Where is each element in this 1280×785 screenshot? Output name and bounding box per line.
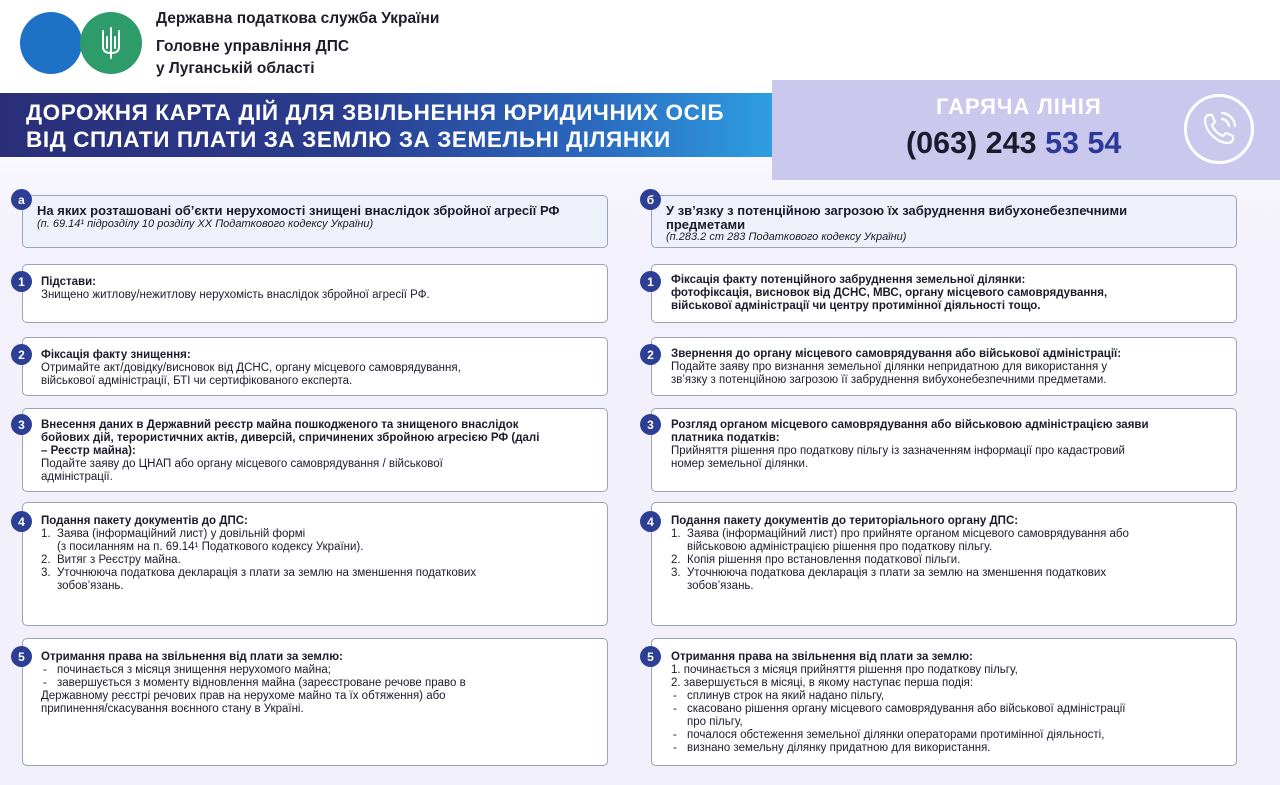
trident-emblem <box>80 12 142 74</box>
title-line-1: ДОРОЖНЯ КАРТА ДІЙ ДЛЯ ЗВІЛЬНЕННЯ ЮРИДИЧНИХ ОСІБ <box>26 100 725 125</box>
left-step-2-text-1: Отримайте акт/довідку/висновок від ДСНС, органу місцевого самоврядування, <box>41 362 461 374</box>
right-step-2-text-2: зв’язку з потенційною загрозою її забруднення вибухонебезпечними предметами. <box>671 374 1107 386</box>
list-text: Заява (інформаційний лист) у довільній формі <box>57 528 306 540</box>
list-item <box>671 554 1231 567</box>
left-step-2 <box>22 337 608 396</box>
trident-icon <box>100 27 122 59</box>
left-step-5-badge: 5 <box>11 646 32 667</box>
left-head-title: На яких розташовані об’єкти нерухомості знищені внаслідок збройної агресії РФ <box>37 203 560 218</box>
phone-suffix: 53 54 <box>1045 126 1122 160</box>
title-banner <box>0 93 772 157</box>
left-step-2-title: Фіксація факту знищення: <box>41 349 191 361</box>
list-item: - сплинув строк на який надано пільгу, <box>673 690 885 702</box>
list-item: - почалося обстеження земельної ділянки операторами протимінної діяльності, <box>673 729 1105 741</box>
organization-name <box>156 8 439 80</box>
right-step-3-text-2: номер земельної ділянки. <box>671 458 809 470</box>
list-num: 3. <box>41 567 51 579</box>
list-text: припинення/скасування воєнного стану в Україні. <box>41 703 304 715</box>
hotline-title: ГАРЯЧА ЛІНІЯ <box>936 94 1102 119</box>
list-item <box>41 554 601 567</box>
list-text: сплинув строк на який надано пільгу, <box>687 690 885 702</box>
list-item <box>671 716 1231 729</box>
list-item <box>671 567 1231 580</box>
right-step-3-title-2: платника податків: <box>671 432 780 444</box>
left-step-4-title: Подання пакету документів до ДПС: <box>41 515 248 527</box>
right-step-5-title: Отримання права на звільнення від плати за землю: <box>671 651 973 663</box>
left-step-5 <box>22 638 608 766</box>
right-head-ref: (п.283.2 ст 283 Податкового кодексу України) <box>666 231 907 243</box>
list-text: завершується з моменту відновлення майна (зареєстроване речове право в <box>57 677 466 689</box>
org-line-2: Головне управління ДПС <box>156 38 350 55</box>
right-section-header <box>651 195 1237 248</box>
left-step-3-text-1: Подайте заяву до ЦНАП або органу місцевого самоврядування / військової <box>41 458 443 470</box>
right-step-3-title-1: Розгляд органом місцевого самоврядування або військовою адміністрацією заяви <box>671 419 1149 431</box>
handset-icon <box>1199 109 1239 149</box>
phone-prefix: (063) 243 <box>906 126 1037 160</box>
list-text: скасовано рішення органу місцевого самоврядування або військової адміністрації <box>687 703 1126 715</box>
list-item: - починається з місяця знищення нерухомого майна; <box>43 664 331 676</box>
list-num: 1. <box>671 528 681 540</box>
right-step-4 <box>651 502 1237 626</box>
list-text: почалося обстеження земельної ділянки операторами протимінної діяльності, <box>687 729 1105 741</box>
left-step-1-title: Підстави: <box>41 276 97 288</box>
left-step-3-title-3: – Реєстр майна): <box>41 445 136 457</box>
right-step-3-text-1: Прийняття рішення про податкову пільгу із зазначенням інформації про кадастровий <box>671 445 1125 457</box>
list-text: починається з місяця знищення нерухомого майна; <box>57 664 331 676</box>
left-step-3-badge: 3 <box>11 414 32 435</box>
list-text: 1. починається з місяця прийняття рішення про податкову пільгу, <box>671 664 1018 676</box>
list-item <box>41 528 601 541</box>
title-line-2: ВІД СПЛАТИ ПЛАТИ ЗА ЗЕМЛЮ ЗА ЗЕМЕЛЬНІ ДІЛЯНКИ <box>26 127 671 152</box>
left-step-3-title-1: Внесення даних в Державний реєстр майна пошкодженого та знищеного внаслідок <box>41 419 519 431</box>
list-item <box>671 528 1231 541</box>
right-step-2-badge: 2 <box>640 344 661 365</box>
list-text: про пільгу, <box>687 716 743 728</box>
left-step-3-title-2: бойових дій, терористичних актів, диверсій, спричинених збройною агресією РФ (далі <box>41 432 540 444</box>
right-head-title-1: У зв’язку з потенційною загрозою їх забруднення вибухонебезпечними <box>666 203 1128 218</box>
list-item <box>671 541 1231 554</box>
list-num: 2. <box>671 554 681 566</box>
hotline-panel <box>772 80 1280 180</box>
list-item: - скасовано рішення органу місцевого самоврядування або військової адміністрації <box>673 703 1126 715</box>
right-step-1-text-2: військової адміністрації чи центру протимінної діяльності тощо. <box>671 300 1041 312</box>
list-item <box>41 580 601 593</box>
list-text: Державному реєстрі речових прав на нерухоме майно та їх обтяження) або <box>41 690 446 702</box>
list-item: - завершується з моменту відновлення майна (зареєстроване речове право в <box>43 677 466 689</box>
right-step-5-badge: 5 <box>640 646 661 667</box>
list-item <box>41 567 601 580</box>
left-step-3-text-2: адміністрації. <box>41 471 113 483</box>
org-line-3: у Луганській області <box>156 60 315 77</box>
logo-blue-circle <box>20 12 82 74</box>
right-step-2 <box>651 337 1237 396</box>
left-step-4 <box>22 502 608 626</box>
right-step-2-title: Звернення до органу місцевого самоврядування або військової адміністрації: <box>671 348 1122 360</box>
right-step-4-badge: 4 <box>640 511 661 532</box>
list-num: 2. <box>41 554 51 566</box>
list-item <box>671 580 1231 593</box>
left-step-2-badge: 2 <box>11 344 32 365</box>
list-text: (з посиланням на п. 69.14¹ Податкового кодексу України). <box>57 541 364 553</box>
list-text: Копія рішення про встановлення податкової пільги. <box>687 554 961 566</box>
list-text: зобов’язань. <box>57 580 124 592</box>
hotline-phone[interactable] <box>906 126 1121 161</box>
phone-icon <box>1184 94 1254 164</box>
right-step-1-badge: 1 <box>640 271 661 292</box>
badge-b: б <box>640 189 661 210</box>
list-text: Заява (інформаційний лист) про прийняте органом місцевого самоврядування або <box>687 528 1129 540</box>
right-step-1-text-1: фотофіксація, висновок від ДСНС, МВС, органу місцевого самоврядування, <box>671 287 1108 299</box>
list-text: Уточнююча податкова декларація з плати за землю на зменшення податкових <box>57 567 477 579</box>
left-section-header <box>22 195 608 248</box>
left-step-5-title: Отримання права на звільнення від плати за землю: <box>41 651 343 663</box>
right-step-3-badge: 3 <box>640 414 661 435</box>
list-num: 3. <box>671 567 681 579</box>
right-step-2-text-1: Подайте заяву про визнання земельної ділянки непридатною для використання у <box>671 361 1108 373</box>
list-text: військовою адміністрацією рішення про податкову пільгу. <box>687 541 992 553</box>
left-step-1 <box>22 264 608 323</box>
list-item: - визнано земельну ділянку придатною для використання. <box>673 742 991 754</box>
left-step-2-text-2: військової адміністрації, БТІ чи сертифікованого експерта. <box>41 375 353 387</box>
left-step-1-badge: 1 <box>11 271 32 292</box>
left-step-4-badge: 4 <box>11 511 32 532</box>
right-step-3 <box>651 408 1237 492</box>
list-text: зобов’язань. <box>687 580 754 592</box>
right-step-1 <box>651 264 1237 323</box>
left-step-3 <box>22 408 608 492</box>
org-line-1: Державна податкова служба України <box>156 10 440 27</box>
right-head-title-2: предметами <box>666 217 746 232</box>
list-text: Витяг з Реєстру майна. <box>57 554 181 566</box>
list-num: 1. <box>41 528 51 540</box>
right-step-5 <box>651 638 1237 766</box>
left-step-1-text: Знищено житлову/нежитлову нерухомість внаслідок збройної агресії РФ. <box>41 289 430 301</box>
right-step-1-title: Фіксація факту потенційного забруднення земельної ділянки: <box>671 274 1026 286</box>
left-head-ref: (п. 69.14¹ підрозділу 10 розділу ХХ Податкового кодексу України) <box>37 218 374 230</box>
list-text: визнано земельну ділянку придатною для використання. <box>687 742 991 754</box>
list-text: Уточнююча податкова декларація з плати за землю на зменшення податкових <box>687 567 1107 579</box>
list-text: 2. завершується в місяці, в якому наступає перша подія: <box>671 677 974 689</box>
list-item <box>41 541 601 554</box>
right-step-4-title: Подання пакету документів до територіального органу ДПС: <box>671 515 1019 527</box>
dps-logo <box>20 12 146 74</box>
badge-a: а <box>11 189 32 210</box>
